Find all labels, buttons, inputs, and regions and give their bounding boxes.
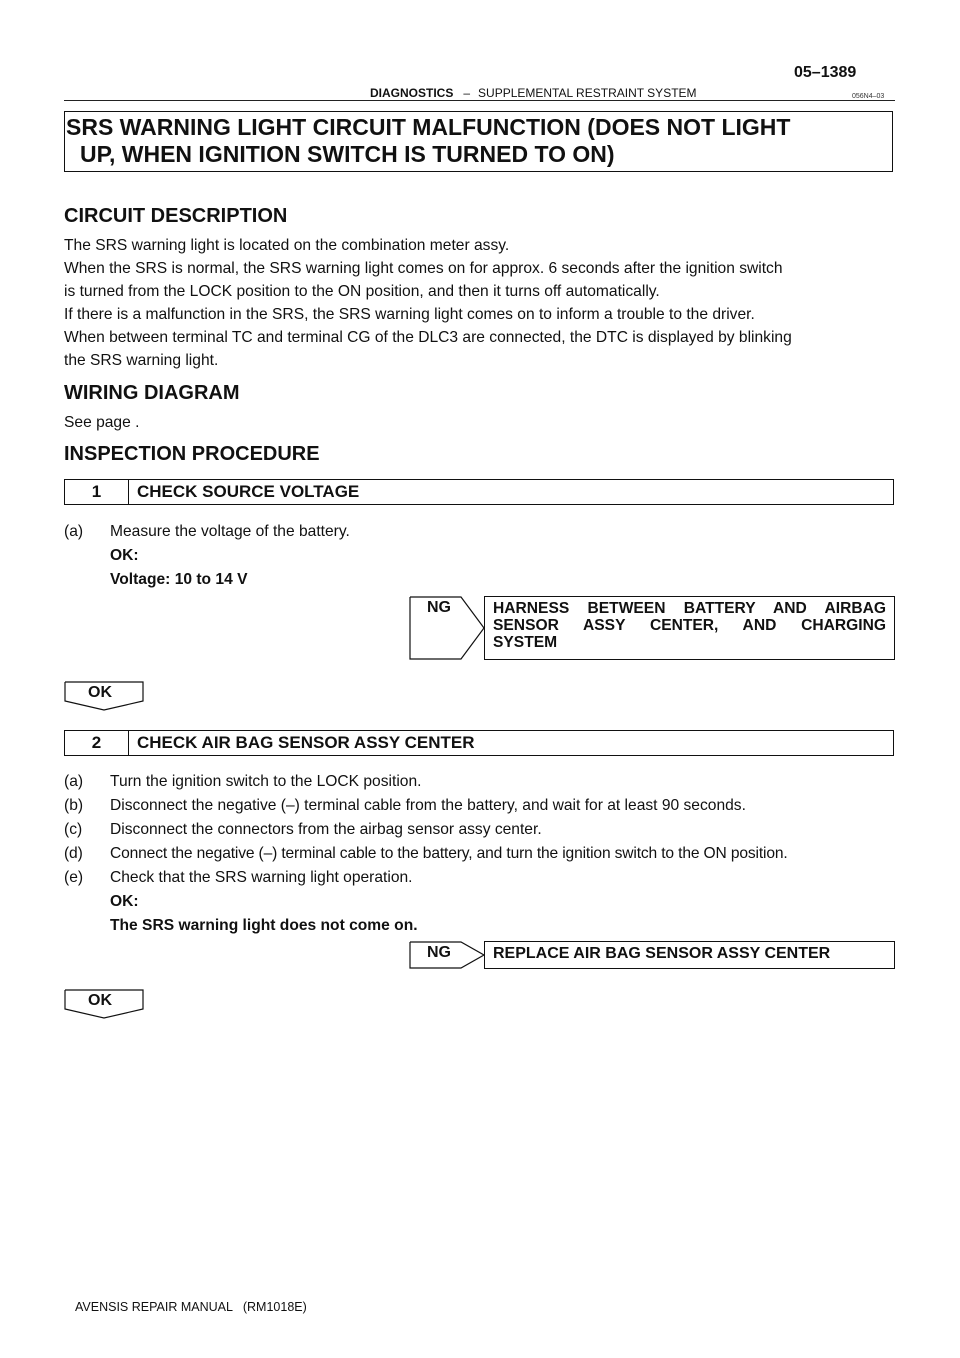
page-title [66,114,891,168]
step-2-header [64,730,894,756]
wiring-diagram-heading: WIRING DIAGRAM [64,382,240,404]
step-divider [128,480,129,504]
step-divider [128,731,129,755]
ng-result-line: SYSTEM [493,634,558,651]
item-text: Check that the SRS warning light operation. [110,869,413,886]
section-separator: – [463,86,471,100]
item-label: (a) [64,773,84,790]
footer-manual-title: AVENSIS REPAIR MANUAL (RM1018E) [75,1300,307,1314]
title-line-1: SRS WARNING LIGHT CIRCUIT MALFUNCTION (DOES NOT LIGHT [66,114,791,140]
subsection-name: SUPPLEMENTAL RESTRAINT SYSTEM [478,86,697,100]
step-2-item-c [64,821,542,839]
item-label: (b) [64,797,84,814]
item-label: (a) [64,523,84,540]
description-line: If there is a malfunction in the SRS, the SRS warning light comes on to inform a trouble to the driver. [64,306,755,323]
step-1-number: 1 [91,482,102,501]
wiring-diagram-reference: See page . [64,414,140,431]
circuit-description-heading: CIRCUIT DESCRIPTION [64,205,288,227]
step-1-ok-value: Voltage: 10 to 14 V [110,571,248,588]
section-header [370,86,697,100]
step-1-ok-tab-label: OK [88,684,112,701]
step-2-item-e [64,869,413,887]
item-text: Connect the negative (–) terminal cable to the battery, and turn the ignition switch to the ON position. [110,845,788,862]
step-1-ng-label: NG [427,599,451,616]
item-label: (c) [64,821,83,838]
header-rule [64,100,895,101]
step-2-title: CHECK AIR BAG SENSOR ASSY CENTER [137,733,475,752]
step-1-item-a [64,523,350,541]
step-2-item-a [64,773,421,791]
item-text: Disconnect the negative (–) terminal cable from the battery, and wait for at least 90 seconds. [110,797,746,814]
description-line: When the SRS is normal, the SRS warning light comes on for approx. 6 seconds after the ignition switch [64,260,783,277]
description-line: The SRS warning light is located on the combination meter assy. [64,237,510,254]
step-1-header [64,479,894,505]
item-label: (e) [64,869,84,886]
section-name: DIAGNOSTICS [370,86,454,100]
step-1-ok-label: OK: [110,547,139,564]
item-text: Measure the voltage of the battery. [110,523,350,540]
inspection-procedure-heading: INSPECTION PROCEDURE [64,443,320,465]
circuit-description-text [64,234,896,372]
step-2-ok-tab-label: OK [88,992,112,1009]
description-line: is turned from the LOCK position to the ON position, and then it turns off automatically. [64,283,660,300]
page-number: 05–1389 [794,64,857,81]
step-1-ng-result-box [484,596,895,660]
item-text: Turn the ignition switch to the LOCK position. [110,773,422,790]
item-label: (d) [64,845,83,862]
step-2-item-b [64,797,746,815]
step-2-item-d [64,845,788,863]
item-text: Disconnect the connectors from the airbag sensor assy center. [110,821,542,838]
title-line-2: UP, WHEN IGNITION SWITCH IS TURNED TO ON) [80,141,615,167]
ng-result-line: HARNESS BETWEEN BATTERY AND AIRBAG [493,600,886,617]
document-code: 056N4–03 [852,93,885,100]
step-2-ng-result-box [484,941,895,969]
ng-result-line: SENSOR ASSY CENTER, AND CHARGING [493,617,886,634]
step-2-ok-label: OK: [110,893,139,910]
step-2-number: 2 [91,733,102,752]
step-2-ng-result: REPLACE AIR BAG SENSOR ASSY CENTER [493,945,831,962]
description-line: the SRS warning light. [64,352,219,369]
step-2-ok-value: The SRS warning light does not come on. [110,917,418,934]
description-line: When between terminal TC and terminal CG of the DLC3 are connected, the DTC is displayed by blinking [64,329,792,346]
step-1-title: CHECK SOURCE VOLTAGE [137,482,360,501]
step-2-ng-label: NG [427,944,451,961]
